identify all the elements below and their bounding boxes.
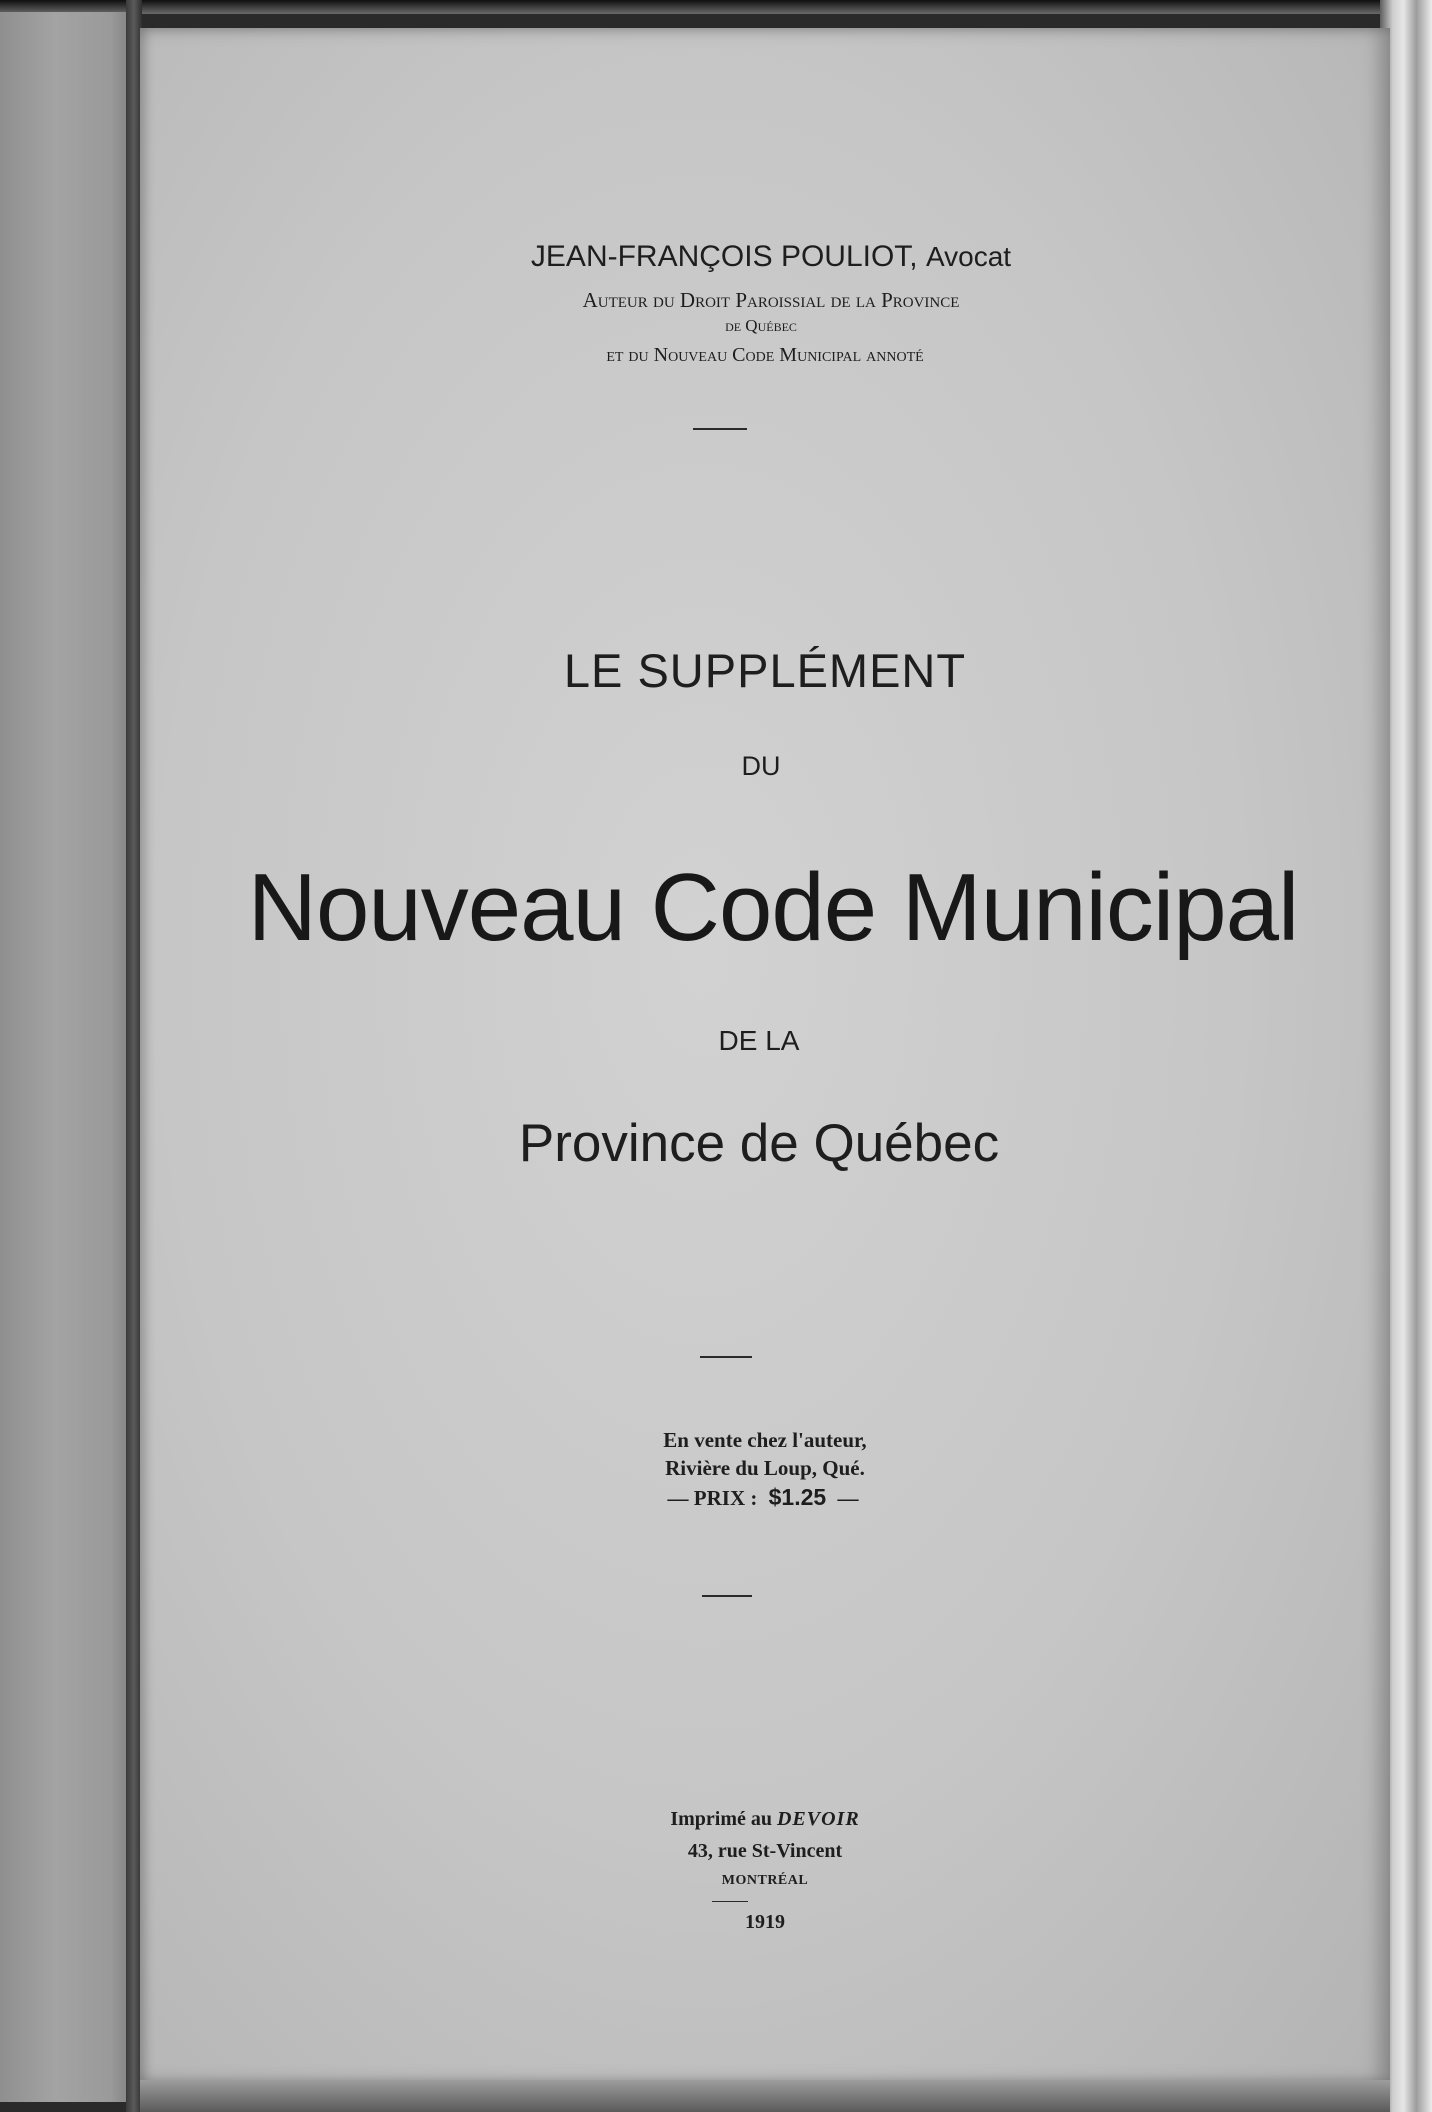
author-credit-line1: Auteur du Droit Paroissial de la Province	[582, 288, 960, 312]
imprint-line1	[140, 1808, 1390, 1831]
author-name: JEAN-FRANÇOIS POULIOT,	[530, 240, 918, 273]
title-page	[140, 28, 1390, 2083]
sale-line1: En vente chez l'auteur,	[663, 1428, 867, 1452]
sale-line2: Rivière du Loup, Qué.	[665, 1456, 865, 1480]
author-credit-line2: de Québec	[725, 316, 797, 335]
divider-rule-1	[693, 428, 747, 430]
scan-top-edge	[0, 0, 1432, 14]
divider-rule-2	[700, 1356, 752, 1358]
imprint-year: 1919	[745, 1911, 785, 1933]
author-title: Avocat	[925, 241, 1012, 272]
imprint-address: 43, rue St-Vincent	[687, 1840, 843, 1862]
cover-board-left	[0, 12, 138, 2102]
imprint-city: MONTRÉAL	[721, 1873, 809, 1888]
title-line-supplement: LE SUPPLÉMENT	[563, 644, 967, 697]
title-line-de-la: DE LA	[718, 1025, 800, 1056]
title-line-du: DU	[741, 751, 781, 781]
imprint-printed-at: Imprimé au	[670, 1808, 772, 1830]
author-credit-line3: et du Nouveau Code Municipal annoté	[606, 344, 924, 366]
price-suffix: —	[837, 1486, 859, 1510]
imprint-publisher: DEVOIR	[776, 1808, 860, 1830]
price-value: $1.25	[768, 1484, 827, 1510]
price-line	[138, 1484, 1388, 1511]
divider-rule-4	[712, 1901, 748, 1902]
divider-rule-3	[702, 1595, 752, 1597]
author-line	[146, 240, 1396, 274]
main-title: Nouveau Code Municipal	[247, 854, 1299, 961]
scan-bottom-edge	[140, 2080, 1390, 2112]
price-prefix: — PRIX :	[667, 1486, 758, 1510]
title-line-province: Province de Québec	[518, 1114, 1000, 1173]
